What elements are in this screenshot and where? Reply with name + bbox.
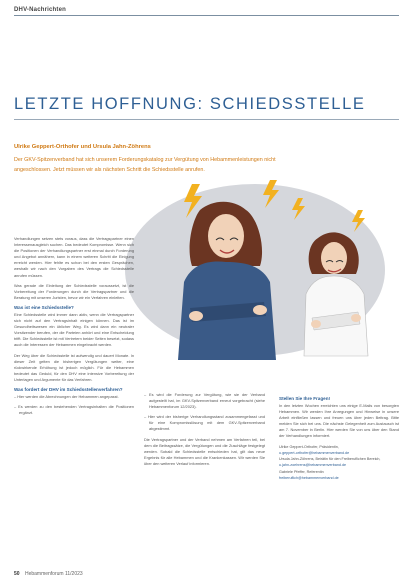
article-authors: Ulrike Geppert-Orthofer und Ursula Jahn-Zöhrens xyxy=(14,144,151,150)
article-lead: Der GKV-Spitzenverband hat sich unserem Forderungskatalog zur Vergütung von Hebammenleistungen nicht angeschlossen. Jetzt müssen wir als nächsten Schritt die Schiedsstelle anrufen. xyxy=(14,157,276,173)
paragraph: In den letzten Wochen erreichten uns einige E-Mails von besorgten Hebammen. Wir werden Ihre Anregungen und Hinweise in unsere Arbeit einfließen lassen und freuen uns über jeden Beitrag. Bitte melden Sie sich bei uns. Die nächste Gelegenheit zum Austausch ist am 7. November in Berlin. Hier werden Sie von uns über den Stand der Verhandlungen informiert. xyxy=(279,403,399,439)
face xyxy=(208,214,244,258)
subheading: Was fordert der DHV im Schiedsstellenverfahren? xyxy=(14,386,123,392)
argument-illustration xyxy=(120,170,390,360)
section-kicker: DHV-Nachrichten xyxy=(14,7,67,13)
contact-email-link[interactable]: u.jahn-zoehrens@hebammenverband.de xyxy=(279,463,347,468)
face xyxy=(321,242,347,274)
contact-email-link[interactable]: freiberuflich@hebammenverband.de xyxy=(279,476,339,481)
column-3 xyxy=(279,392,399,481)
list-item: – Es wird die Forderung zur Vergütung, wie sie der Verband aufgestellt hat, im GKV-Spitzenverband erneut vorgebracht (siehe Hebammenforum 12/2023). xyxy=(144,392,265,410)
contact-email-link[interactable]: u.geppert-orthofer@hebammenverband.de xyxy=(279,450,350,455)
paragraph: Verhandlungen setzen stets voraus, dass die Vertragspartner einen Interessenausgleich suchen. Das bedeutet Kompromisse. Wenn sich die Positionen der Verhandlungspartner erst einmal durch Forderung und Angebot annähern, kann in einem weiteren Schritt die Einigung erreicht werden. Hier fehlte es schon bei den ersten Gesprächen, weshalb wir nach den Vorgaben des Vertrags die Schiedsstelle anrufen müssen. xyxy=(14,236,134,278)
list-item: – Es werden zu den bestehenden Vertragsinhalten die Positionen ergänzt. xyxy=(14,404,134,416)
list-item: – Hier werden die Abrechnungen der Hebammen angepasst. xyxy=(14,393,119,399)
contact-name: Ursula Jahn-Zöhrens, Beirätin für den Freiberuflichen Bereich, xyxy=(279,457,381,462)
paragraph: Eine Schiedsstelle wird immer dann aktiv, wenn die Vertragspartner sich nicht auf den Vertragsinhalt einigen können. Das ist im Gesundheitswesen ein üblicher Weg. Es wird dann ein neutraler Vorsitzender berufen, der die Parteien anhört und eine Entscheidung trifft. Die Schiedsstelle ist mit Vertretern beider Seiten besetzt, sodass auch die Interessen der Hebammen eingebracht werden. xyxy=(14,311,134,348)
page-footer xyxy=(14,571,83,577)
footer-source: Hebammenforum 11/2023 xyxy=(24,571,83,577)
list-item: – Hier wird der bisherige Verhandlungsstand zusammengefasst und für eine Kompromisslösung mit dem GKV-Spitzenverband abgestimmt. xyxy=(144,414,265,432)
subheading: Was ist eine Schiedsstelle? xyxy=(14,304,74,310)
contact-block xyxy=(279,444,399,482)
page-number: 50 xyxy=(14,571,20,577)
paragraph: Der Weg über die Schiedsstelle ist aufwendig und dauert Monate. In dieser Zeit gelten die bisherigen Vergütungen weiter, eine rückwirkende Erhöhung ist jedoch möglich. Für die Hebammen bedeutet das Geduld, für den DHV eine intensive Vorbereitung der Unterlagen und Argumente für das Verfahren. xyxy=(14,352,134,382)
contact-name: Ulrike Geppert-Orthofer, Präsidentin, xyxy=(279,444,339,449)
subheading: Stellen Sie Ihre Fragen! xyxy=(279,396,331,401)
paragraph: Was gerade die Einleitung der Schiedsstelle voraussetzt, ist die Vorbereitung der Forderungen durch die Vertragspartner und die Beratung mit unseren Juristen, bevor wir ein Verfahren einleiten. xyxy=(14,282,134,300)
title-divider xyxy=(14,119,399,120)
paragraph: Die Vertragspartner und der Verband nehmen am Verfahren teil, bei dem die Beitragssätze, die Vergütungen und die Zuschläge festgelegt werden. Sobald die Schiedsstelle entschieden hat, gilt das neue Ergebnis für alle Hebammen und die Krankenkassen. Wir werden Sie über den weiteren Verlauf informieren. xyxy=(144,436,265,466)
article-title: LETZTE HOFFNUNG: SCHIEDSSTELLE xyxy=(14,95,366,113)
column-2 xyxy=(144,392,265,471)
column-1 xyxy=(14,236,134,420)
contact-name: Gabriele Pfeffer, Referentin xyxy=(279,469,324,474)
header-divider xyxy=(14,15,399,16)
